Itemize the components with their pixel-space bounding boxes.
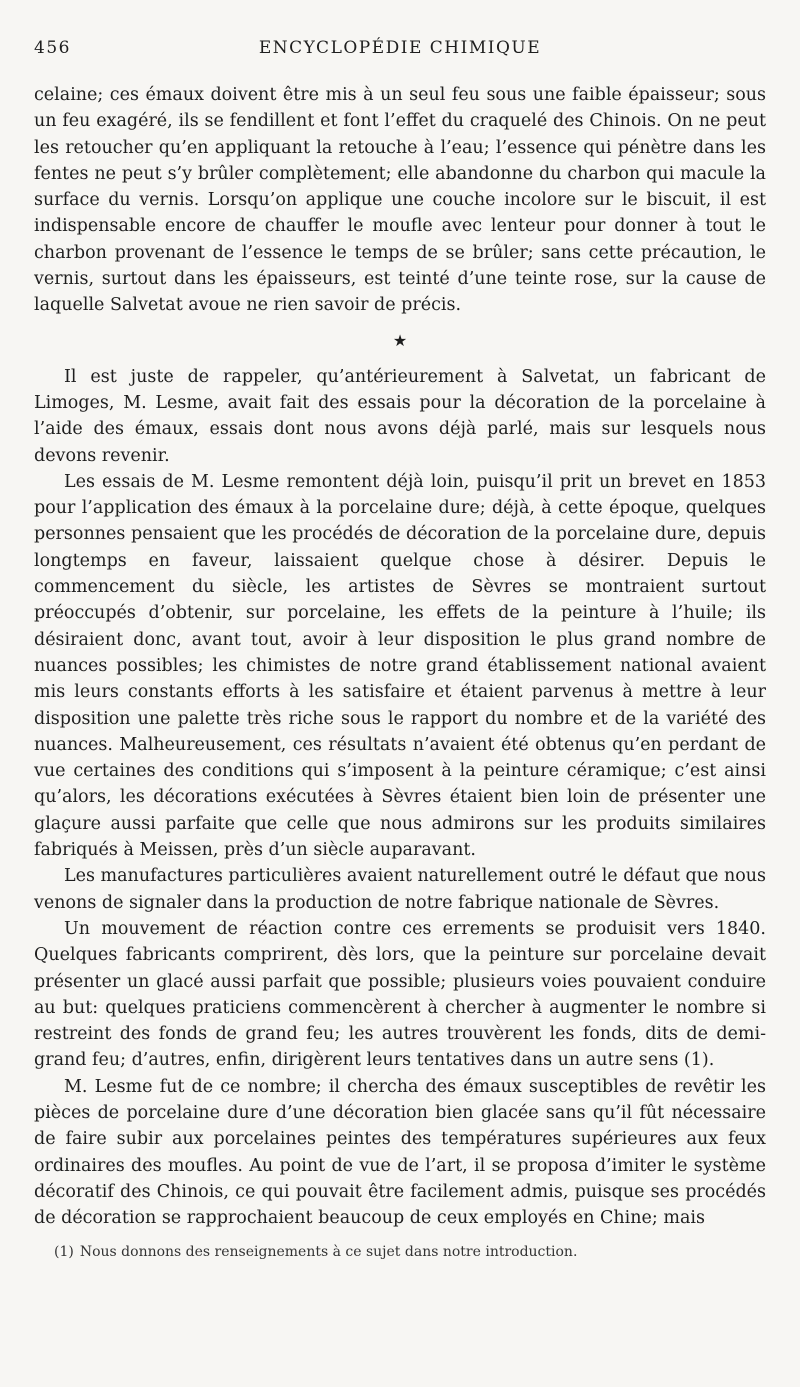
running-title: ENCYCLOPÉDIE CHIMIQUE — [258, 38, 542, 58]
paragraph: Il est juste de rappeler, qu’antérieurement à Salvetat, un fabricant de Limoges, M. Lesme, avait fait des essais pour la décoration de la porcelaine à l’aide des émaux, essais dont nous avons déjà parlé, mais sur lesquels nous devons revenir. — [34, 366, 766, 466]
paragraph: Les essais de M. Lesme remontent déjà loin, puisqu’il prit un brevet en 1853 pour l’application des émaux à la porcelaine dure; déjà, à cette époque, quelques personnes pensaient que les procédés de décoration de la porcelaine dure, depuis longtemps en faveur, laissaient quelque chose à désirer. Depuis le commencement du siècle, les artistes de Sèvres se montraient surtout préoccupés d’obtenir, sur porcelaine, les effets de la peinture à l’huile; ils désiraient donc, avant tout, avoir à leur disposition le plus grand nombre de nuances possibles; les chimistes de notre grand établissement national avaient mis leurs constants efforts à les satisfaire et étaient parvenus à mettre à leur disposition une palette très riche sous le rapport du nombre et de la variété des nuances. Malheureusement, ces résultats n’avaient été obtenus qu’en perdant de vue certaines des conditions qui s’imposent à la peinture céramique; c’est ainsi qu’alors, les décorations exécutées à Sèvres étaient bien loin de présenter une glaçure aussi parfaite que celle que nous admirons sur les produits similaires fabriqués à Meissen, près d’un siècle auparavant. — [34, 471, 766, 861]
paragraph: celaine; ces émaux doivent être mis à un seul feu sous une faible épaisseur; sous un feu exagéré, ils se fendillent et font l’effet du craquelé des Chinois. On ne peut les retoucher qu’en appliquant la retouche à l’eau; l’essence qui pénètre dans les fentes ne peut s’y brûler complètement; elle abandonne du charbon qui macule la surface du vernis. Lorsqu’on applique une couche incolore sur le biscuit, il est indispensable encore de chauffer le moufle avec lenteur pour donner à tout le charbon provenant de l’essence le temps de se brûler; sans cette précaution, le vernis, surtout dans les épaisseurs, est teinté d’une teinte rose, sur la cause de laquelle Salvetat avoue ne rien savoir de précis. — [34, 85, 766, 316]
star-ornament-icon: ★ — [392, 330, 408, 350]
paragraph: M. Lesme fut de ce nombre; il chercha des émaux susceptibles de revêtir les pièces de porcelaine dure d’une décoration bien glacée sans qu’il fût nécessaire de faire subir aux porcelaines peintes des températures supérieures aux feux ordinaires des moufles. Au point de vue de l’art, il se proposa d’imiter le système décoratif des Chinois, ce qui pouvait être facilement admis, puisque ses procédés de décoration se rapprochaient beaucoup de ceux employés en Chine; mais — [34, 1076, 766, 1229]
footnote — [34, 1243, 766, 1261]
footnote-text: Nous donnons des renseignements à ce sujet dans notre introduction. — [79, 1244, 578, 1261]
paragraph: Les manufactures particulières avaient naturellement outré le défaut que nous venons de signaler dans la production de notre fabrique nationale de Sèvres. — [34, 866, 766, 913]
page-body — [34, 82, 766, 1231]
page-number: 456 — [34, 38, 71, 58]
page-header — [34, 36, 766, 64]
footnote-mark: (1) — [54, 1244, 74, 1261]
paragraph: Un mouvement de réaction contre ces errements se produisit vers 1840. Quelques fabricants comprirent, dès lors, que la peinture sur porcelaine devait présenter un glacé aussi parfait que possible; plusieurs voies pouvaient conduire au but: quelques praticiens commencèrent à chercher à augmenter le nombre si restreint des fonds de grand feu; les autres trouvèrent les fonds, dits de demi-grand feu; d’autres, enfin, dirigèrent leurs tentatives dans un autre sens (1). — [34, 918, 766, 1071]
document-page — [34, 36, 766, 1261]
